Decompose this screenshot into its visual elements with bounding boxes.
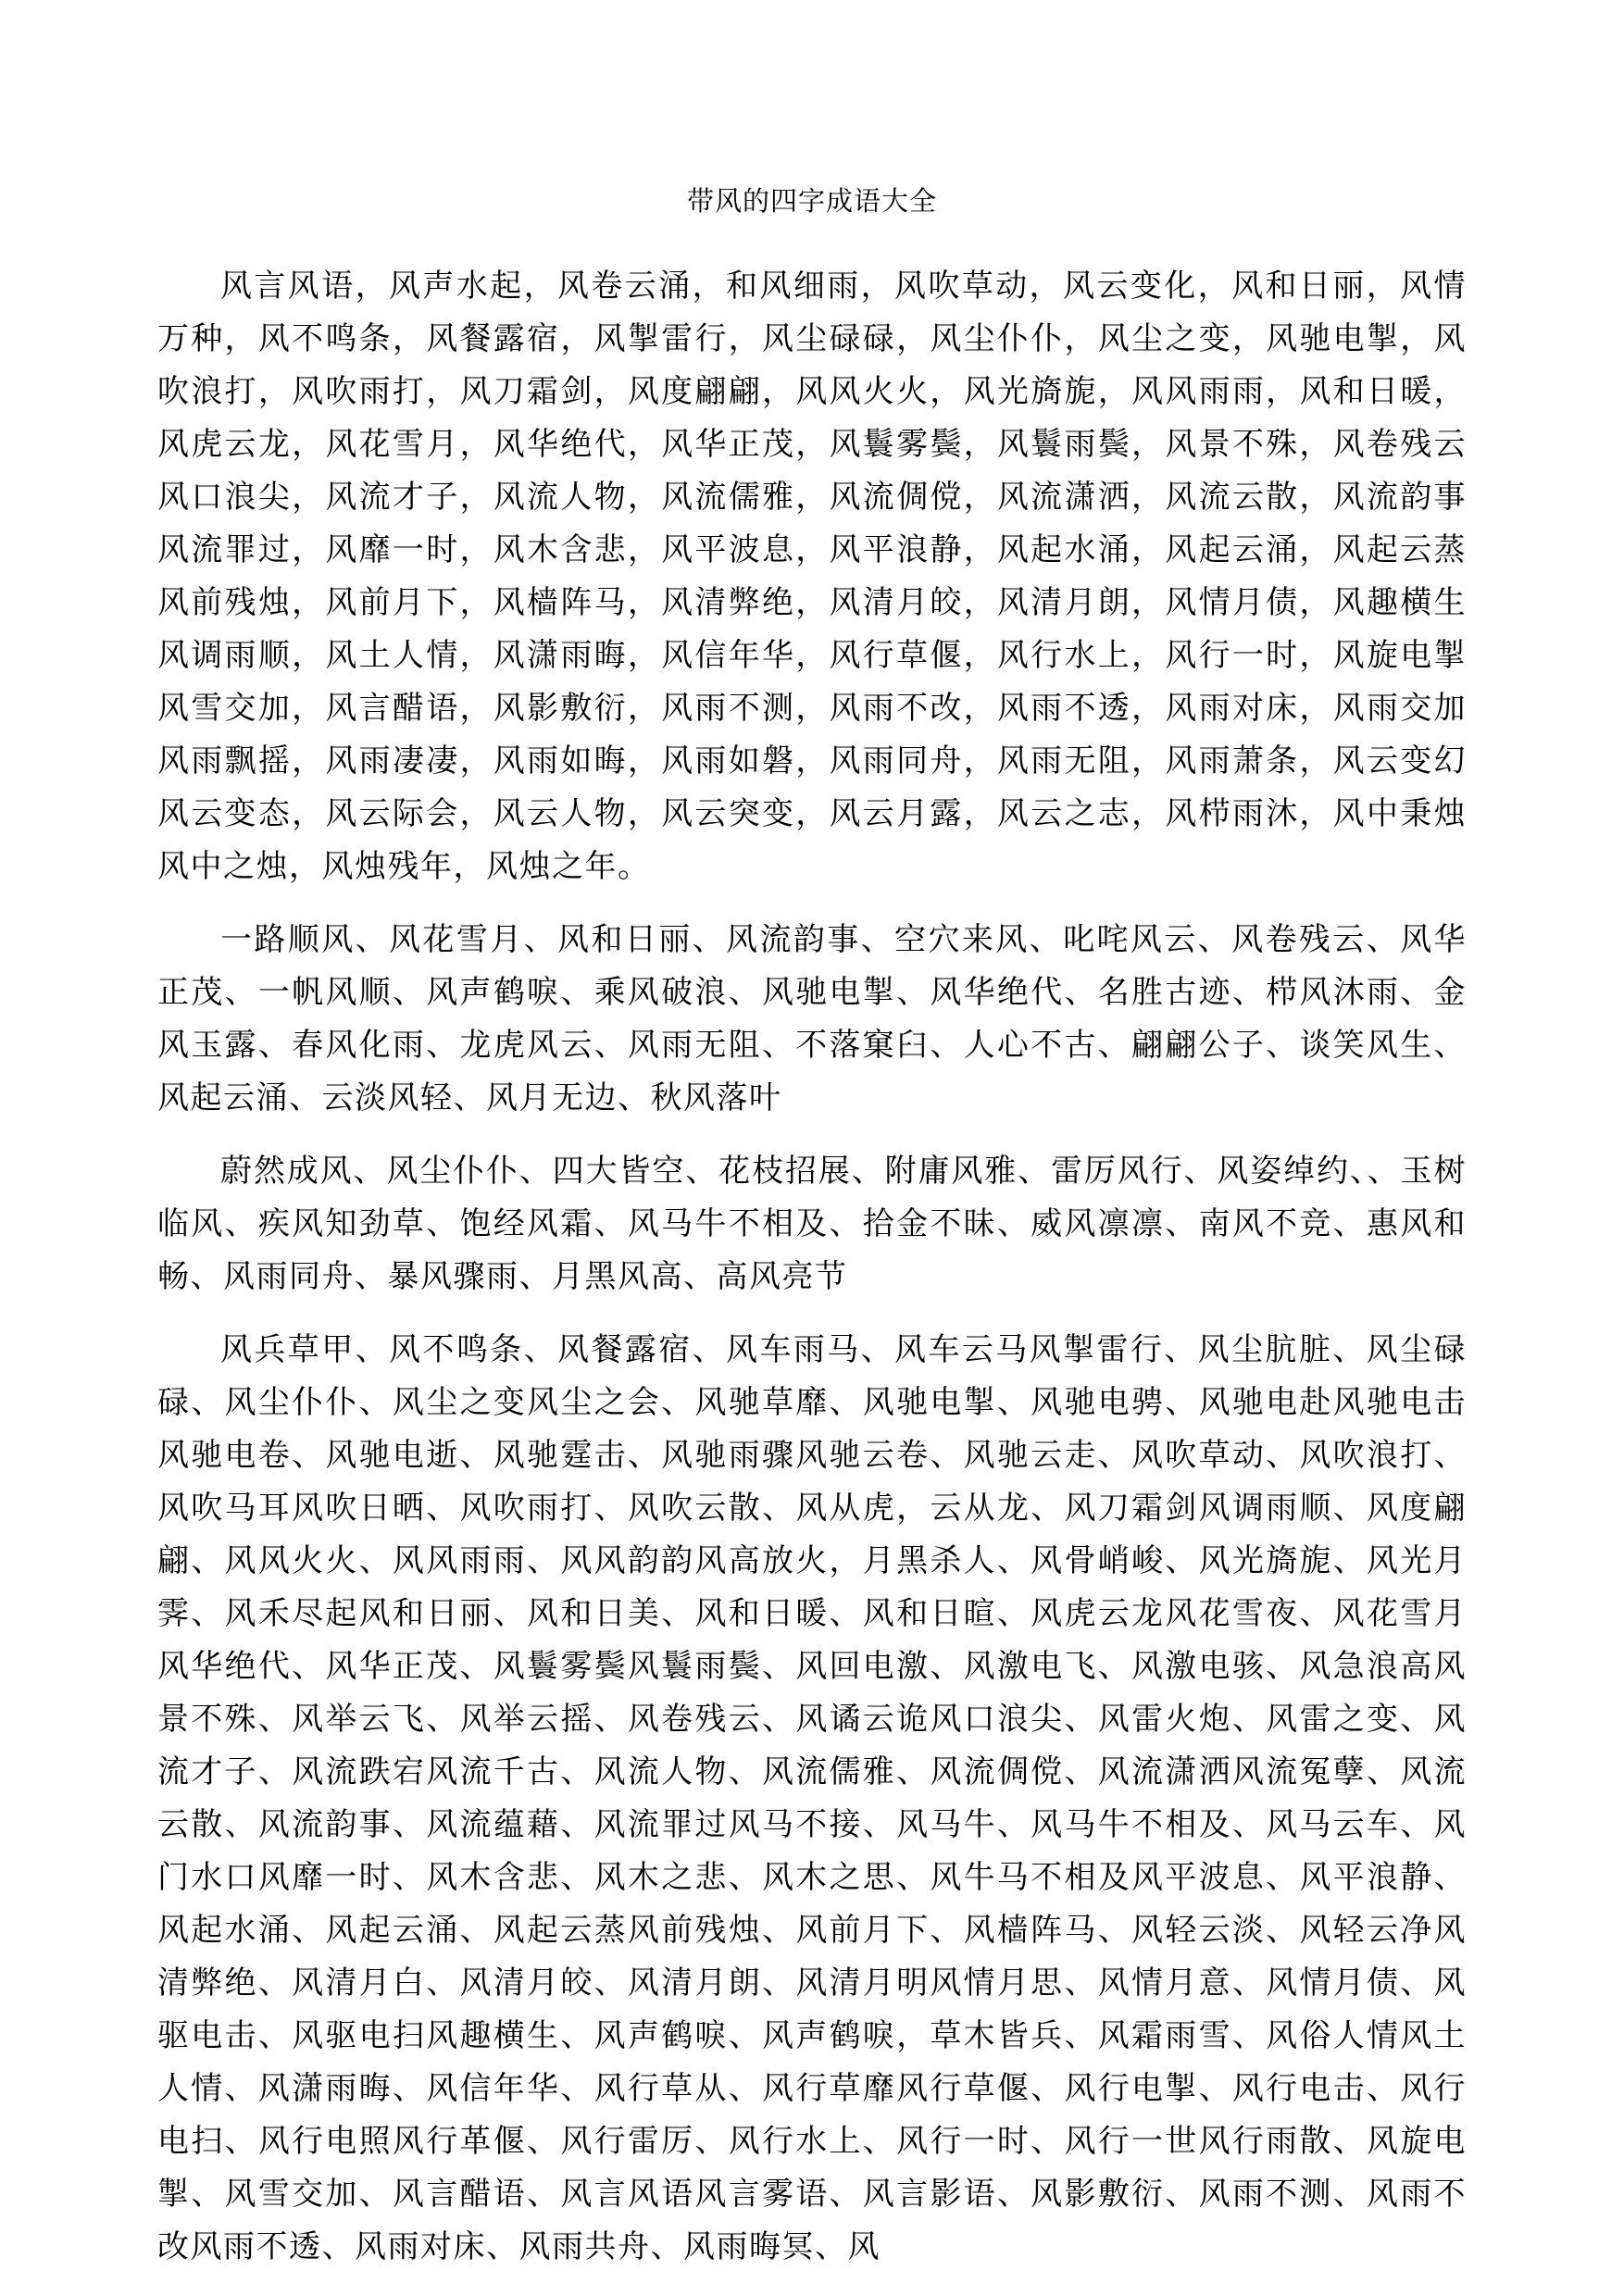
paragraph-idioms-comma-list: 风言风语，风声水起，风卷云涌，和风细雨，风吹草动，风云变化，风和日丽，风情万种，风不鸣条，风餐露宿，风掣雷行，风尘碌碌，风尘仆仆，风尘之变，风驰电掣，风吹浪打，风吹雨打，风刀霜剑，风度翩翩，风风火火，风光旖旎，风风雨雨，风和日暖，风虎云龙，风花雪月，风华绝代，风华正茂，风鬟雾鬓，风鬟雨鬓，风景不殊，风卷残云风口浪尖，风流才子，风流人物，风流儒雅，风流倜傥，风流潇洒，风流云散，风流韵事风流罪过，风靡一时，风木含悲，风平波息，风平浪静，风起水涌，风起云涌，风起云蒸风前残烛，风前月下，风樯阵马，风清弊绝，风清月皎，风清月朗，风情月债，风趣横生风调雨顺，风土人情，风潇雨晦，风信年华，风行草偃，风行水上，风行一时，风旋电掣风雪交加，风言醋语，风影敷衍，风雨不测，风雨不改，风雨不透，风雨对床，风雨交加风雨飘摇，风雨凄凄，风雨如晦，风雨如磐，风雨同舟，风雨无阻，风雨萧条，风云变幻风云变态，风云际会，风云人物，风云突变，风云月露，风云之志，风栉雨沐，风中秉烛风中之烛，风烛残年，风烛之年。 (157, 269, 1467, 884)
paragraph-mixed-idioms-list: 蔚然成风、风尘仆仆、四大皆空、花枝招展、附庸风雅、雷厉风行、风姿绰约、、玉树临风、疾风知劲草、饱经风霜、风马牛不相及、拾金不昧、威风凛凛、南风不竞、惠风和畅、风雨同舟、暴风骤雨、月黑风高、高风亮节 (157, 1154, 1467, 1294)
page-title: 带风的四字成语大全 (686, 187, 937, 217)
paragraph-common-idioms-list: 一路顺风、风花雪月、风和日丽、风流韵事、空穴来风、叱咤风云、风卷残云、风华正茂、一帆风顺、风声鹤唳、乘风破浪、风驰电掣、风华绝代、名胜古迹、栉风沐雨、金风玉露、春风化雨、龙虎风云、风雨无阻、不落窠臼、人心不古、翩翩公子、谈笑风生、风起云涌、云淡风轻、风月无边、秋风落叶 (157, 923, 1467, 1116)
paragraph-feng-prefixed-idioms-list: 风兵草甲、风不鸣条、风餐露宿、风车雨马、风车云马风掣雷行、风尘肮脏、风尘碌碌、风尘仆仆、风尘之变风尘之会、风驰草靡、风驰电掣、风驰电骋、风驰电赴风驰电击风驰电卷、风驰电逝、风驰霆击、风驰雨骤风驰云卷、风驰云走、风吹草动、风吹浪打、风吹马耳风吹日晒、风吹雨打、风吹云散、风从虎，云从龙、风刀霜剑风调雨顺、风度翩翩、风风火火、风风雨雨、风风韵韵风高放火，月黑杀人、风骨峭峻、风光旖旎、风光月霁、风禾尽起风和日丽、风和日美、风和日暖、风和日暄、风虎云龙风花雪夜、风花雪月风华绝代、风华正茂、风鬟雾鬓风鬟雨鬓、风回电激、风激电飞、风激电骇、风急浪高风景不殊、风举云飞、风举云摇、风卷残云、风谲云诡风口浪尖、风雷火炮、风雷之变、风流才子、风流跌宕风流千古、风流人物、风流儒雅、风流倜傥、风流潇洒风流冤孽、风流云散、风流韵事、风流蕴藉、风流罪过风马不接、风马牛、风马牛不相及、风马云车、风门水口风靡一时、风木含悲、风木之悲、风木之思、风牛马不相及风平波息、风平浪静、风起水涌、风起云涌、风起云蒸风前残烛、风前月下、风樯阵马、风轻云淡、风轻云净风清弊绝、风清月白、风清月皎、风清月朗、风清月明风情月思、风情月意、风情月债、风驱电击、风驱电扫风趣横生、风声鹤唳、风声鹤唳，草木皆兵、风霜雨雪、风俗人情风土人情、风潇雨晦、风信年华、风行草从、风行草靡风行草偃、风行电掣、风行电击、风行电扫、风行电照风行革偃、风行雷厉、风行水上、风行一时、风行一世风行雨散、风旋电掣、风雪交加、风言醋语、风言风语风言雾语、风言影语、风影敷衍、风雨不测、风雨不改风雨不透、风雨对床、风雨共舟、风雨晦冥、风 (157, 1333, 1467, 2264)
